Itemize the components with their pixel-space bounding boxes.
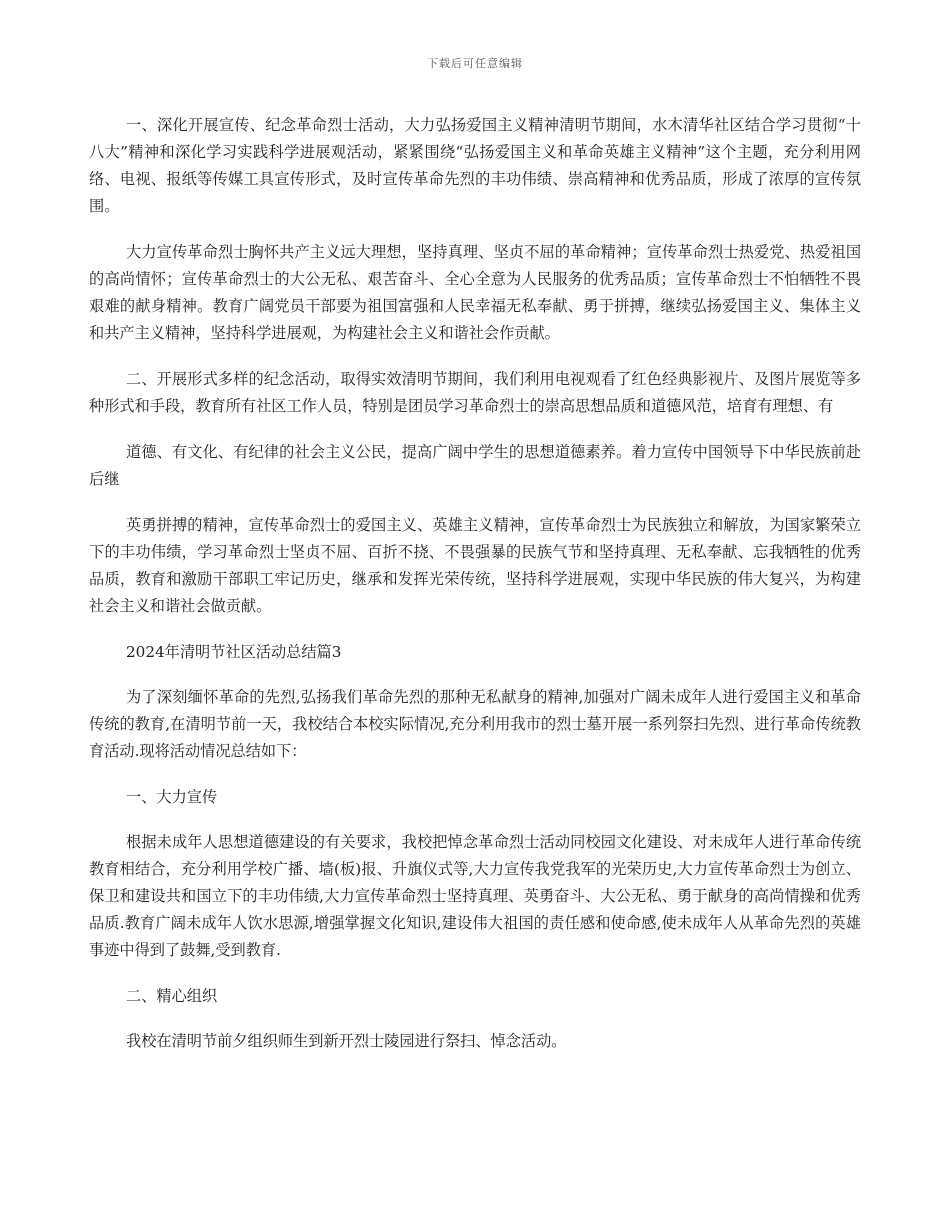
paragraph-publicity: 根据未成年人思想道德建设的有关要求，我校把悼念革命烈士活动同校园文化建设、对未成年人进行革命传统教育相结合，充分利用学校广播、墙(板)报、升旗仪式等,大力宣传我党我军的光荣历史,大力宣传革命烈士为创立、保卫和建设共和国立下的丰功伟绩,大力宣传革命烈士坚持真理、英勇奋斗、大公无私、勇于献身的高尚情操和优秀品质.教育广阔未成年人饮水思源,增强掌握文化知识,建设伟大祖国的责任感和使命感,使未成年人从革命先烈的英雄事迹中得到了鼓舞,受到教育. (89, 833, 861, 959)
document-body (89, 112, 861, 1074)
paragraph-introduction: 为了深刻缅怀革命的先烈,弘扬我们革命先烈的那种无私献身的精神,加强对广阔未成年人进行爱国主义和革命传统的教育,在清明节前一天，我校结合本校实际情况,充分利用我市的烈士墓开展一系列祭扫先烈、进行革命传统教育活动.现将活动情况总结如下： (89, 688, 861, 760)
paragraph-propaganda: 大力宣传革命烈士胸怀共产主义远大理想，坚持真理、坚贞不屈的革命精神；宣传革命烈士热爱党、热爱祖国的高尚情怀；宣传革命烈士的大公无私、艰苦奋斗、全心全意为人民服务的优秀品质；宣传革命烈士不怕牺牲不畏艰难的献身精神。教育广阔党员干部要为祖国富强和人民幸福无私奉献、勇于拼搏，继续弘扬爱国主义、集体主义和共产主义精神，坚持科学进展观，为构建社会主义和谐社会作贡献。 (89, 243, 861, 342)
heading-organization: 二、精心组织 (126, 987, 218, 1005)
heading-publicity: 一、大力宣传 (126, 788, 218, 806)
paragraph-section-one: 一、深化开展宣传、纪念革命烈士活动，大力弘扬爱国主义精神清明节期间，水木清华社区结合学习贯彻“十八大”精神和深化学习实践科学进展观活动，紧紧围绕“弘扬爱国主义和革命英雄主义精神”这个主题，充分利用网络、电视、报纸等传媒工具宣传形式，及时宣传革命先烈的丰功伟绩、崇高精神和优秀品质，形成了浓厚的宣传氛围。 (89, 116, 861, 215)
article-title: 2024年清明节社区活动总结篇3 (126, 643, 342, 661)
paragraph-heroic-spirit: 英勇拼搏的精神，宣传革命烈士的爱国主义、英雄主义精神，宣传革命烈士为民族独立和解放，为国家繁荣立下的丰功伟绩，学习革命烈士坚贞不屈、百折不挠、不畏强暴的民族气节和坚持真理、无私奉献、忘我牺牲的优秀品质，教育和激励干部职工牢记历史，继承和发挥光荣传统，坚持科学进展观，实现中华民族的伟大复兴，为构建社会主义和谐社会做贡献。 (89, 516, 861, 615)
paragraph-organization: 我校在清明节前夕组织师生到新开烈士陵园进行祭扫、悼念活动。 (126, 1032, 567, 1050)
paragraph-continuation: 道德、有文化、有纪律的社会主义公民，提高广阔中学生的思想道德素养。着力宣传中国领导下中华民族前赴后继 (89, 443, 861, 488)
paragraph-section-two: 二、开展形式多样的纪念活动，取得实效清明节期间，我们利用电视观看了红色经典影视片、及图片展览等多种形式和手段，教育所有社区工作人员，特别是团员学习革命烈士的崇高思想品质和道德风范，培育有理想、有 (89, 370, 861, 415)
page-header: 下载后可任意编辑 (427, 57, 523, 70)
